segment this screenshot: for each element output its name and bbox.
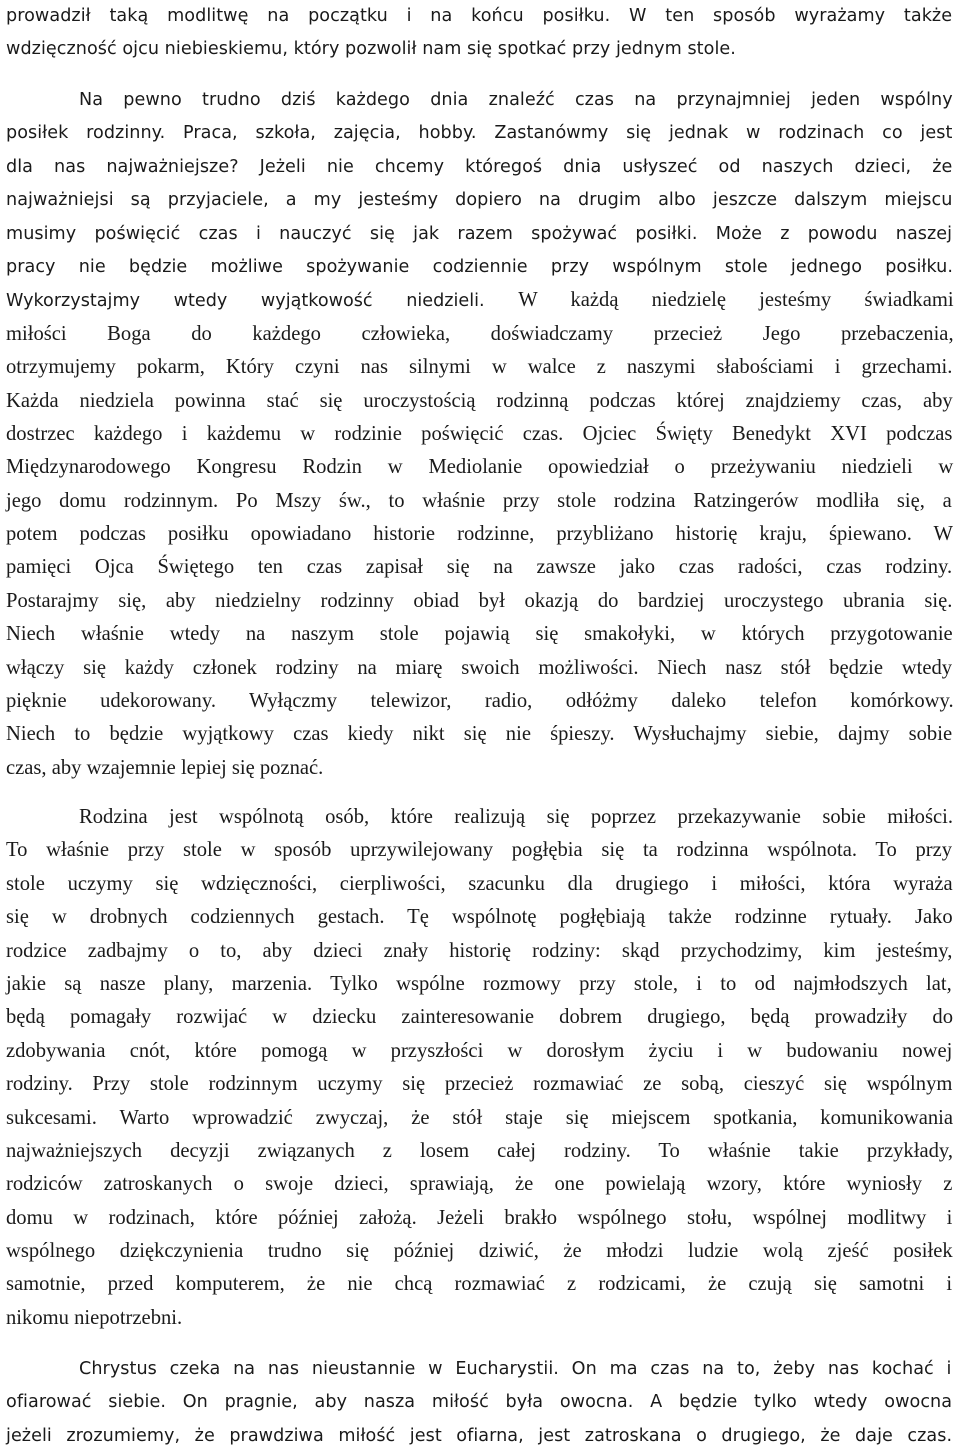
text-line: Chrystus czeka na nas nieustannie w Eucharystii. On ma czas na to, żeby nas kochać i [79, 1359, 952, 1379]
text-line: pracy nie będzie możliwe spożywanie codziennie przy wspólnym stole jednego posiłku. [6, 256, 953, 277]
text-line: otrzymujemy pokarm, Który czyni nas silnymi w walce z naszymi słabościami i grzechami. [6, 356, 953, 379]
text-line: Na pewno trudno dziś każdego dnia znaleźć czas na przynajmniej jeden wspólny [79, 90, 953, 110]
text-line: potem podczas posiłku opowiadano historie rodzinne, przybliżano historię kraju, śpiewano. W [6, 523, 953, 546]
text-line: prowadził taką modlitwę na początku i na końcu posiłku. W ten sposób wyrażamy także [6, 6, 953, 26]
text-line: jeżeli zrozumiemy, że prawdziwa miłość jest ofiarna, jest zatroskana o drugiego, że daje czas. [6, 1425, 953, 1446]
text-line: jakie są nasze plany, marzenia. Tylko wspólne rozmowy przy stole, i to od najmłodszych lat, [6, 972, 952, 995]
text-segment: Wykorzystajmy wtedy wyjątkowość niedzieli. [6, 291, 519, 312]
text-line: będą pomagały rozwijać w dziecku zainteresowanie dobrem drugiego, będą prowadziły do [6, 1006, 953, 1029]
text-line: domu w rodzinach, które później założą. Jeżeli brakło wspólnego stołu, wspólnej modlitwy i [6, 1206, 953, 1229]
paragraph [6, 1353, 956, 1453]
text-line: sukcesami. Warto wprowadzić zwyczaj, że stół staje się miejscem spotkania, komunikowania [6, 1106, 953, 1129]
text-line: Międzynarodowego Kongresu Rodzin w Mediolanie opowiedział o przeżywaniu niedzieli w [6, 456, 954, 479]
text-line: Niech to będzie wyjątkowy czas kiedy nikt się nie śpieszy. Wysłuchajmy siebie, dajmy sobie [6, 723, 953, 746]
text-line: Rodzina jest wspólnotą osób, które realizują się poprzez przekazywanie sobie miłości. [79, 806, 953, 828]
text-line: Niech właśnie wtedy na naszym stole pojawią się smakołyki, w których przygotowanie [6, 623, 953, 646]
text-line: rodziny. Przy stole rodzinnym uczymy się przecież rozmawiać ze sobą, cieszyć się wspólnym [6, 1073, 953, 1096]
text-line: zdobywania cnót, które pomogą w przyszłości w dorosłym życiu i w budowaniu nowej [6, 1039, 953, 1062]
text-line: czas, aby wzajemnie lepiej się poznać. [6, 756, 324, 779]
text-line: rodziców zatroskanych o swoje dzieci, sprawiają, że one powielają wzory, które wyniosły z [6, 1173, 953, 1196]
text-line: dostrzec każdego i każdemu w rodzinie poświęcić czas. Ojciec Święty Benedykt XVI podczas [6, 422, 953, 445]
text-line: najważniejszych decyzji związanych z losem całej rodziny. To właśnie takie przykłady, [6, 1139, 953, 1162]
text-line: musimy poświęcić czas i nauczyć się jak razem spożywać posiłki. Może z powodu naszej [6, 223, 953, 244]
text-line: pięknie udekorowany. Wyłączmy telewizor, radio, odłóżmy daleko telefon komórkowy. [6, 690, 954, 713]
text-line: Postarajmy się, aby niedzielny rodzinny obiad był okazją do bardziej uroczystego ubrania się. [6, 589, 953, 612]
text-line: nikomu niepotrzebni. [6, 1306, 183, 1329]
text-line: jego domu rodzinnym. Po Mszy św., to właśnie przy stole rodzina Ratzingerów modliła się, a [6, 489, 952, 512]
text-line: dla nas najważniejsze? Jeżeli nie chcemy któregoś dnia usłyszeć od naszych dzieci, że [6, 156, 953, 177]
text-segment: W każdą niedzielę jesteśmy świadkami [518, 289, 954, 312]
text-line: samotnie, przed komputerem, że nie chcą rozmawiać z rodzicami, że czują się samotni i [6, 1273, 953, 1296]
paragraph [6, 84, 956, 785]
text-line: Każda niedziela powinna stać się uroczystością rodzinną podczas której znajdziemy czas, aby [6, 389, 953, 412]
text-line: się w drobnych codziennych gestach. Tę wspólnotę pogłębiają także rodzinne rytuały. Jako [6, 906, 953, 929]
text-line: najważniejsi są przyjaciele, a my jesteśmy dopiero na drugim albo jeszcze dalszym miejscu [6, 190, 953, 211]
text-line: rodzice zadbajmy o to, aby dzieci znały historię rodziny: skąd przychodzimy, kim jesteśmy, [6, 939, 953, 962]
paragraph [6, 801, 956, 1335]
text-line: miłości Boga do każdego człowieka, doświadczamy przecież Jego przebaczenia, [6, 322, 954, 345]
text-line: posiłek rodzinny. Praca, szkoła, zajęcia, hobby. Zastanówmy się jednak w rodzinach co jest [6, 123, 953, 144]
text-line: wspólnego dziękczynienia trudno się później dziwić, że młodzi ludzie wolą zjeść posiłek [6, 1240, 953, 1263]
text-line: włączy się każdy członek rodziny na miarę swoich możliwości. Niech nasz stół będzie wtedy [6, 656, 953, 679]
text-line: pamięci Ojca Świętego ten czas zapisał się na zawsze jako czas radości, czas rodziny. [6, 556, 953, 579]
paragraph [6, 0, 956, 67]
text-line: stole uczymy się wdzięczności, cierpliwości, szacunku dla drugiego i miłości, która wyraża [6, 872, 953, 895]
text-line: ofiarować siebie. On pragnie, aby nasza miłość była owocna. A będzie tylko wtedy owocna [6, 1392, 953, 1413]
text-line: To właśnie przy stole w sposób uprzywilejowany pogłębia się ta rodzinna wspólnota. To przy [6, 839, 953, 862]
text-line [6, 284, 956, 317]
text-line: wdzięczność ojcu niebieskiemu, który pozwolił nam się spotkać przy jednym stole. [6, 39, 736, 60]
